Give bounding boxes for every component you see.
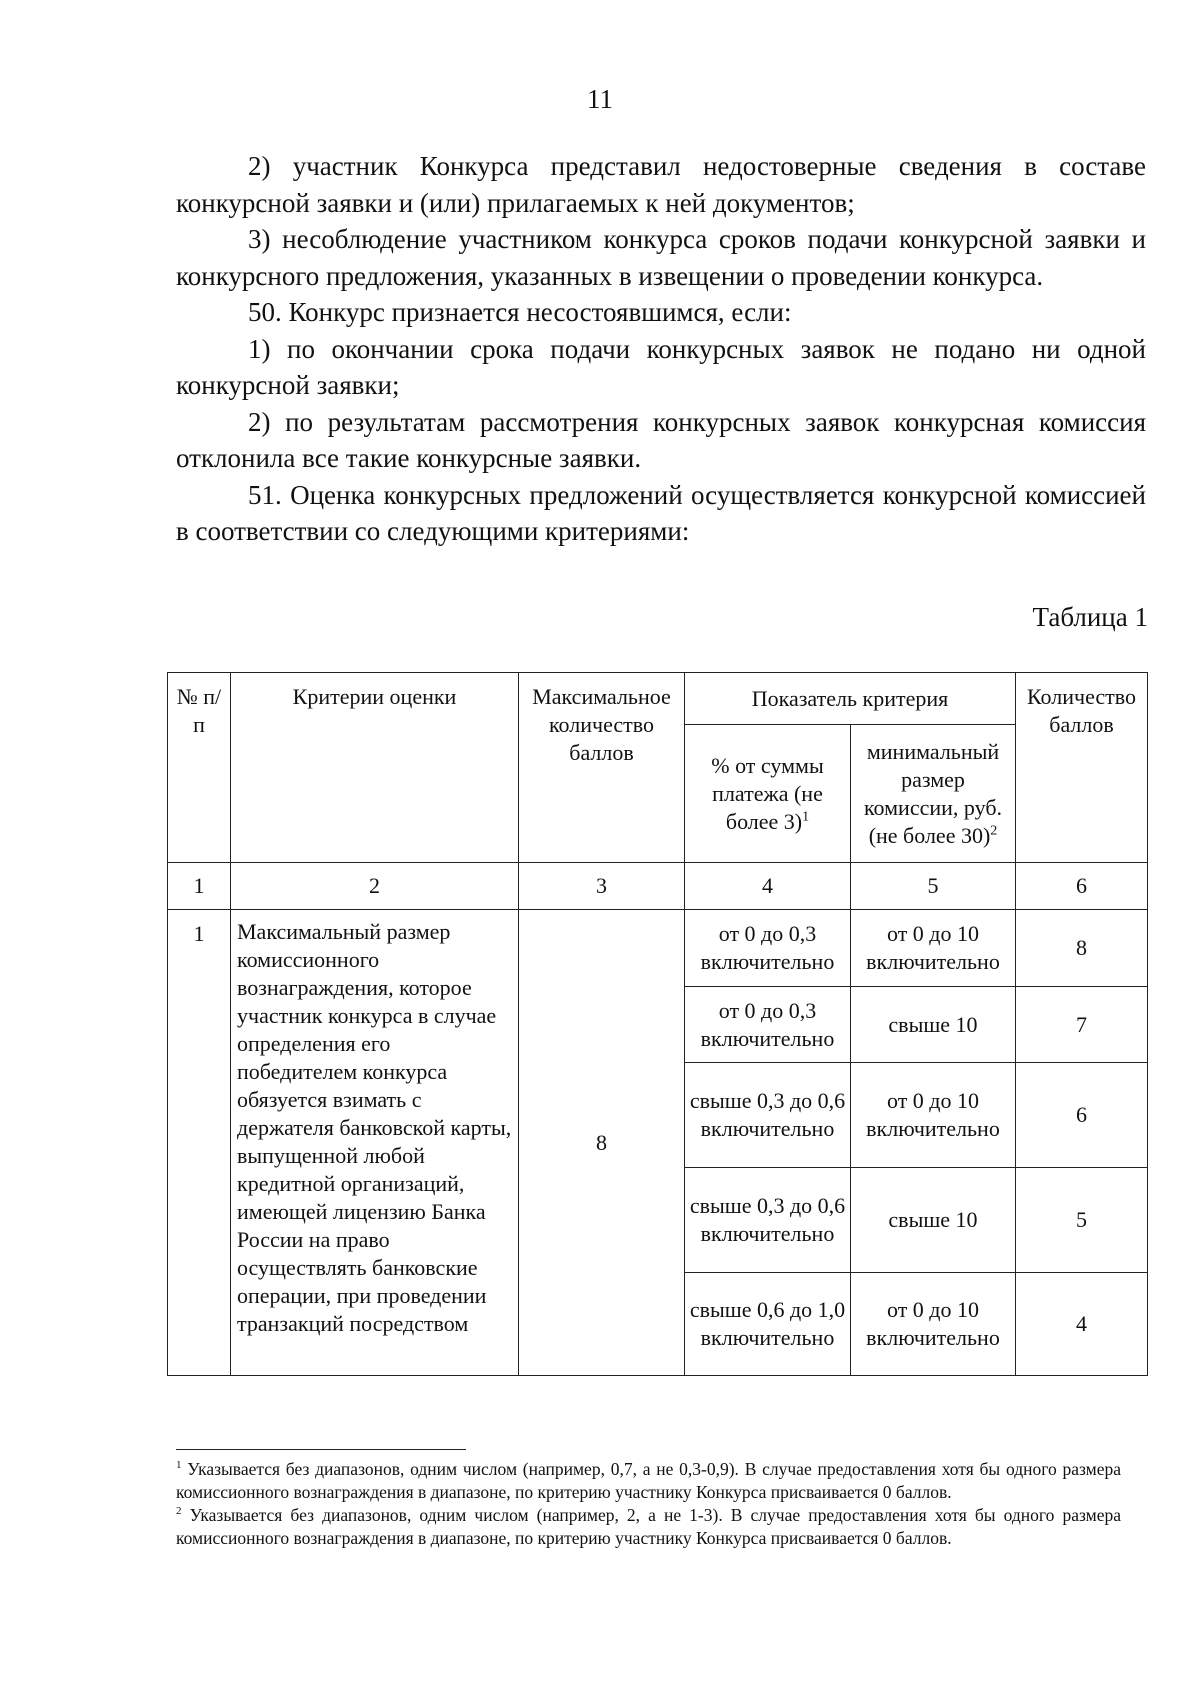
footnotes [176,1458,1121,1550]
footnote [176,1458,1121,1504]
footnote-text: Указывается без диапазонов, одним числом (например, 0,7, а не 0,3-0,9). В случае предоставления хотя бы одного размера комиссионного вознаграждения в диапазоне, по критерию участнику Конкурса присваивается 0 баллов. [176,1459,1122,1502]
header-max-points: Максимальное количество баллов [519,673,685,863]
min-commission-cell: свыше 10 [851,1168,1016,1273]
header-criteria: Критерии оценки [231,673,519,863]
footnote-mark: 1 [176,1459,182,1472]
footnote-text: Указывается без диапазонов, одним числом (например, 2, а не 1-3). В случае предоставления хотя бы одного размера комиссионного вознаграждения в диапазоне, по критерию участнику Конкурса присваивается 0 баллов. [176,1505,1121,1548]
column-number: 1 [168,863,231,910]
page-number: 11 [587,84,613,114]
column-number: 2 [231,863,519,910]
footnote-ref: 1 [802,809,810,825]
header-percent-label: % от суммы платежа (не более 3) [711,752,824,834]
points-cell: 6 [1016,1063,1148,1168]
paragraph: 3) несоблюдение участником конкурса сроков подачи конкурсной заявки и конкурсного предложения, указанных в извещении о проведении конкурса. [176,224,1146,291]
points-cell: 5 [1016,1168,1148,1273]
points-cell: 8 [1016,910,1148,987]
header-num: № п/п [168,673,231,863]
criteria-table [167,672,1148,1376]
percent-cell: от 0 до 0,3 включительно [685,987,851,1063]
percent-cell: свыше 0,3 до 0,6 включительно [685,1168,851,1273]
paragraph: 1) по окончании срока подачи конкурсных заявок не подано ни одной конкурсной заявки; [176,333,1146,400]
footnote-ref: 2 [990,823,998,839]
paragraph: 2) участник Конкурса представил недостоверные сведения в составе конкурсной заявки и (или) прилагаемых к ней документов; [176,151,1146,218]
header-min-commission-label: минимальный размер комиссии, руб. (не более 30) [863,738,1003,848]
header-points: Количество баллов [1016,673,1148,863]
header-indicator: Показатель критерия [685,673,1016,725]
percent-cell: свыше 0,6 до 1,0 включительно [685,1273,851,1376]
paragraph: 51. Оценка конкурсных предложений осуществляется конкурсной комиссией в соответствии со следующими критериями: [176,479,1146,546]
paragraph: 50. Конкурс признается несостоявшимся, если: [248,297,792,327]
header-percent [685,725,851,863]
column-number: 6 [1016,863,1148,910]
percent-cell: свыше 0,3 до 0,6 включительно [685,1063,851,1168]
column-number: 3 [519,863,685,910]
criterion-number: 1 [168,910,231,1376]
footnote [176,1504,1121,1550]
points-cell: 7 [1016,987,1148,1063]
table-caption: Таблица 1 [1032,602,1148,632]
min-commission-cell: от 0 до 10 включительно [851,910,1016,987]
column-number: 5 [851,863,1016,910]
percent-cell: от 0 до 0,3 включительно [685,910,851,987]
footnote-mark: 2 [176,1505,182,1518]
header-min-commission [851,725,1016,863]
min-commission-cell: от 0 до 10 включительно [851,1063,1016,1168]
min-commission-cell: от 0 до 10 включительно [851,1273,1016,1376]
paragraph: 2) по результатам рассмотрения конкурсных заявок конкурсная комиссия отклонила все такие конкурсные заявки. [176,406,1146,473]
footnote-divider [176,1449,466,1450]
criterion-text: Максимальный размер комиссионного вознаграждения, которое участник конкурса в случае определения его победителем конкурса обязуется взимать с держателя банковской карты, выпущенной любой кредитной организаций, имеющей лицензию Банка России на право осуществлять банковские операции, при проведении транзакций посредством [231,910,519,1376]
points-cell: 4 [1016,1273,1148,1376]
min-commission-cell: свыше 10 [851,987,1016,1063]
body-text [176,148,1146,550]
column-number: 4 [685,863,851,910]
criterion-max-points: 8 [519,910,685,1376]
